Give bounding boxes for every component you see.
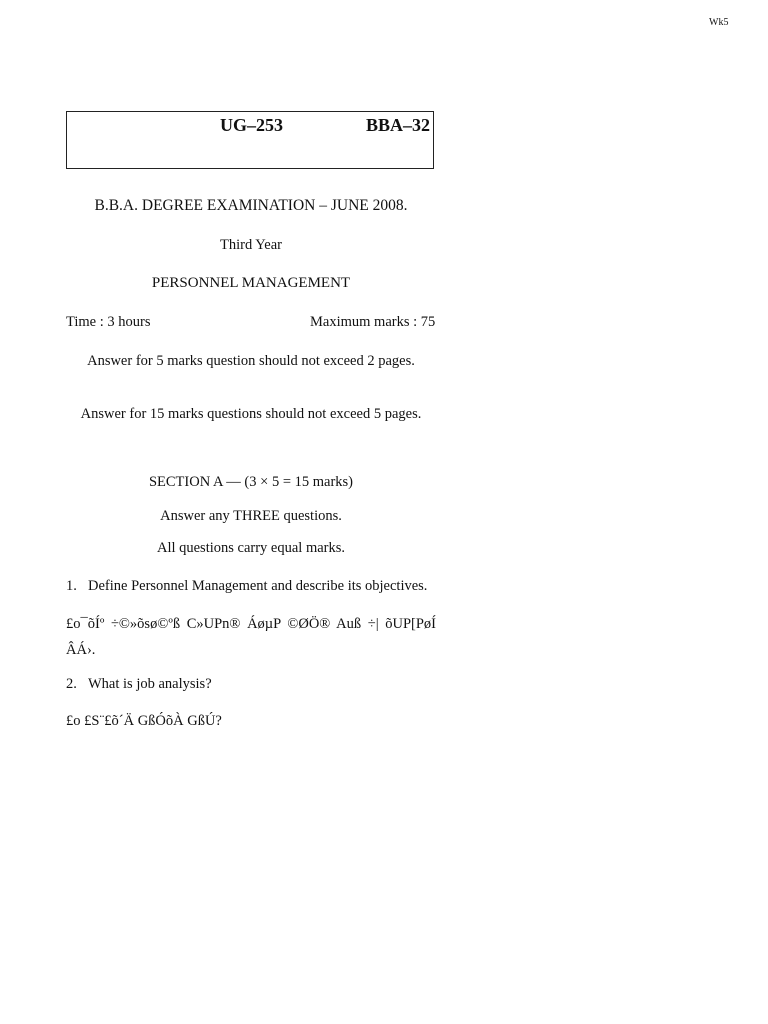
question-2-translation: £o £S¨£õ´Ä GßÓõÀ GßÚ? xyxy=(66,713,222,729)
exam-time: Time : 3 hours xyxy=(66,314,151,330)
section-directive: Answer any THREE questions. xyxy=(160,508,342,524)
question-1-text: Define Personnel Management and describe its objectives. xyxy=(88,578,428,594)
question-1-translation: £o¯õÍº ÷©»õsø©ºß C»UPn® ÁøµP ©ØÖ® Auß ÷| õUP[PøÍ ÂÁ›. xyxy=(66,616,436,658)
exam-max-marks: Maximum marks : 75 xyxy=(310,314,436,330)
question-1-number: 1. xyxy=(66,578,77,594)
instruction-15-marks: Answer for 15 marks questions should not exceed 5 pages. xyxy=(80,406,422,422)
question-2-text: What is job analysis? xyxy=(88,676,212,692)
instruction-5-marks: Answer for 5 marks question should not exceed 2 pages. xyxy=(87,353,415,369)
section-note: All questions carry equal marks. xyxy=(156,540,346,556)
paper-code: UG–253 xyxy=(220,115,283,135)
question-2-number: 2. xyxy=(66,676,77,692)
subject-code: BBA–32 xyxy=(366,115,431,135)
exam-title: B.B.A. DEGREE EXAMINATION – JUNE 2008. xyxy=(94,197,408,214)
exam-year: Third Year xyxy=(219,237,283,253)
section-title: SECTION A — (3 × 5 = 15 marks) xyxy=(148,474,354,490)
page-corner-code: Wk5 xyxy=(709,17,729,28)
exam-subject: PERSONNEL MANAGEMENT xyxy=(151,275,351,291)
